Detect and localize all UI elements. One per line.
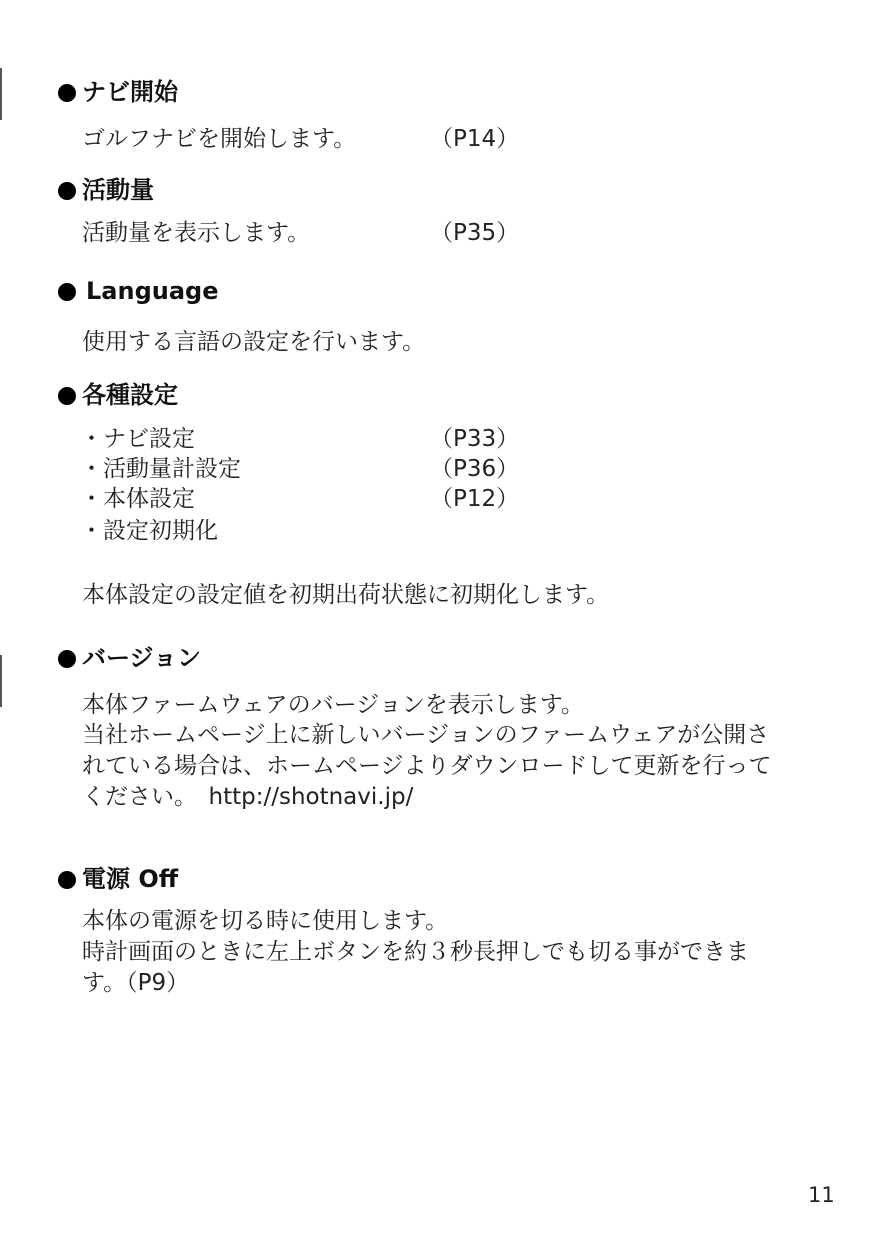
activity-description: 活動量を表示します。 [82, 220, 311, 246]
settings-item-reset: ・設定初期化 [80, 518, 218, 544]
bullet-dot-icon [58, 650, 76, 668]
section-heading-settings [58, 380, 178, 410]
language-description: 使用する言語の設定を行います。 [82, 329, 426, 355]
bullet-dot-icon [58, 182, 76, 200]
heading-text: Language [86, 277, 219, 305]
activity-page-ref: （P35） [430, 220, 520, 246]
bullet-dot-icon [58, 283, 76, 301]
heading-text: 各種設定 [82, 381, 178, 409]
heading-text: ナビ開始 [82, 78, 178, 106]
settings-item-navi-page-ref: （P33） [430, 426, 520, 452]
bullet-dot-icon [58, 84, 76, 102]
version-line: 当社ホームページ上に新しいバージョンのファームウェアが公開さ [82, 722, 770, 748]
edge-mark-top [0, 68, 2, 120]
heading-text: バージョン [82, 644, 202, 672]
section-heading-power-off [58, 864, 178, 894]
version-line-with-url: ください。 http://shotnavi.jp/ [82, 784, 414, 810]
version-line: れている場合は、ホームページよりダウンロードして更新を行って [82, 753, 772, 779]
power-off-line: 本体の電源を切る時に使用します。 [82, 908, 449, 934]
bullet-dot-icon [58, 871, 76, 889]
navi-start-page-ref: （P14） [430, 126, 520, 152]
version-line: 本体ファームウェアのバージョンを表示します。 [82, 692, 584, 718]
settings-item-navi: ・ナビ設定 [80, 426, 195, 452]
navi-start-description: ゴルフナビを開始します。 [82, 126, 357, 152]
bullet-dot-icon [58, 387, 76, 405]
section-heading-version [58, 643, 201, 673]
power-off-line: す。（P9） [82, 970, 190, 996]
settings-reset-note: 本体設定の設定値を初期出荷状態に初期化します。 [82, 582, 610, 608]
settings-item-device-page-ref: （P12） [430, 486, 520, 512]
heading-text: 電源 Off [82, 865, 179, 893]
settings-item-device: ・本体設定 [80, 486, 195, 512]
settings-item-activity-meter: ・活動量計設定 [80, 456, 241, 482]
section-heading-activity [58, 175, 154, 205]
section-heading-navi-start [58, 77, 178, 107]
heading-text: 活動量 [82, 176, 154, 204]
page-number: 11 [808, 1183, 835, 1207]
settings-item-activity-meter-page-ref: （P36） [430, 456, 520, 482]
power-off-line: 時計画面のときに左上ボタンを約３秒長押しでも切る事ができま [82, 939, 749, 965]
edge-mark-middle [0, 655, 2, 707]
section-heading-language [58, 276, 219, 306]
